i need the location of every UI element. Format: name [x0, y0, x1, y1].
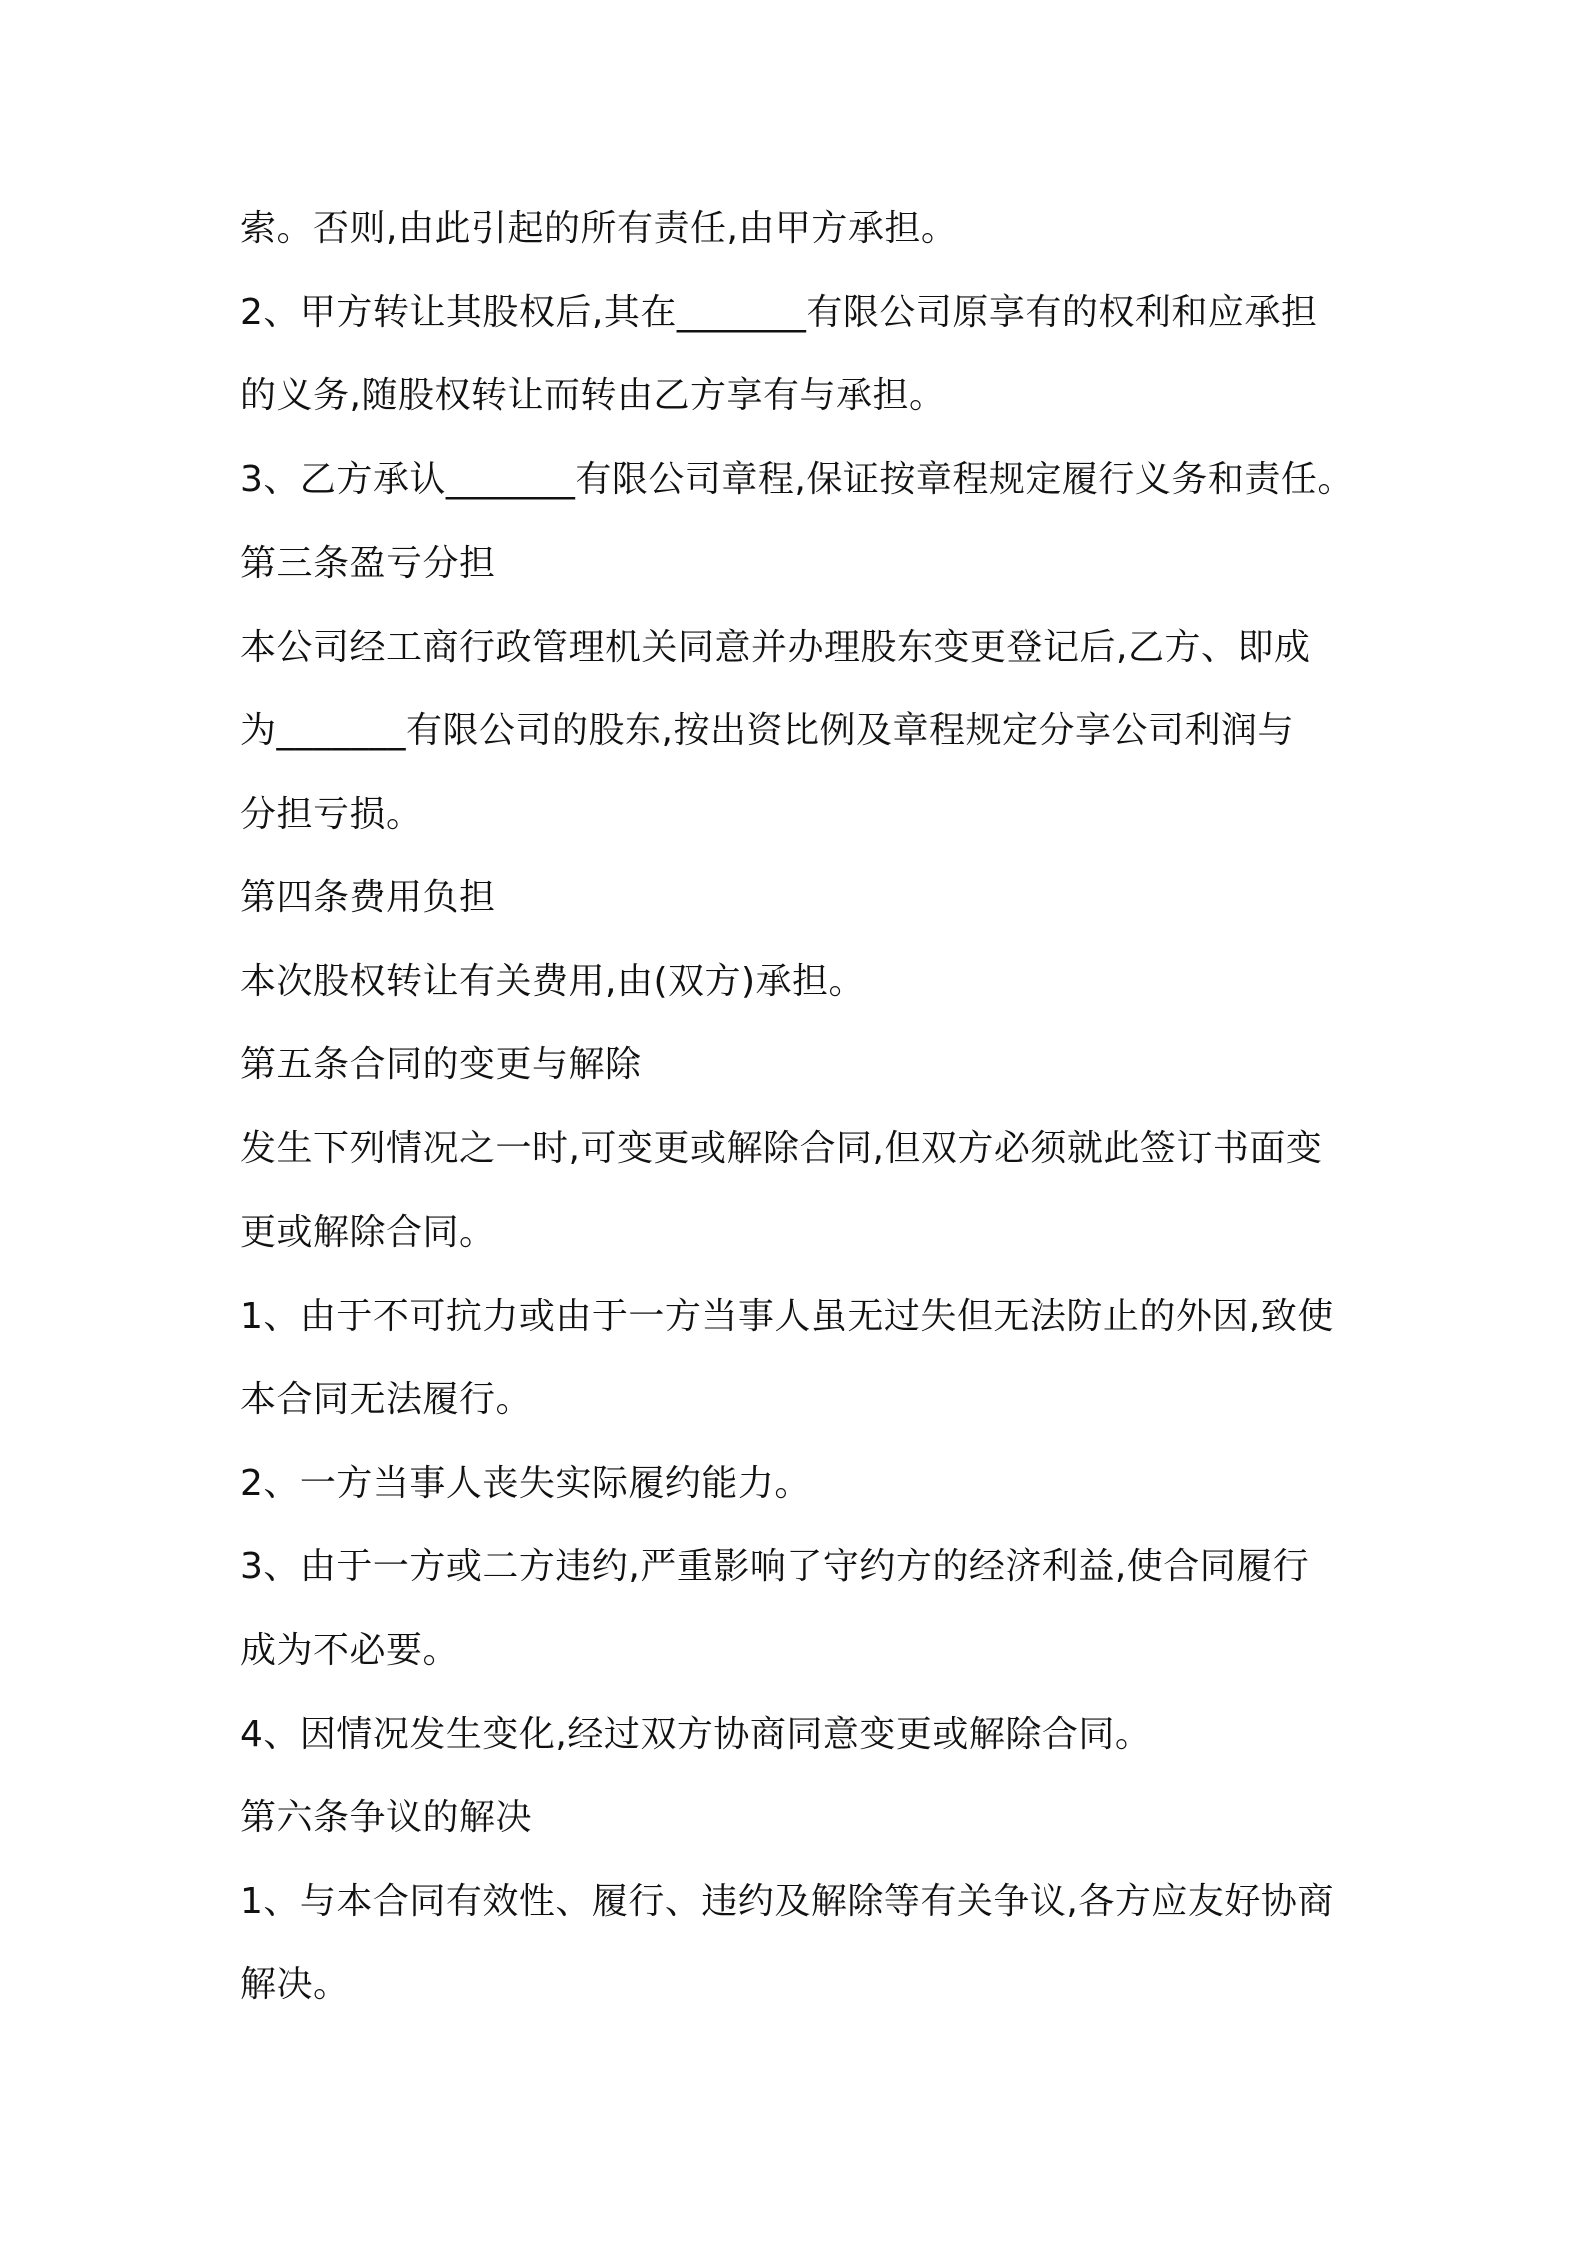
- text-line: 本次股权转让有关费用,由(双方)承担。: [240, 961, 866, 1002]
- text-line: 2、甲方转让其股权后,其在_______有限公司原享有的权利和应承担: [240, 292, 1318, 333]
- text-line: 1、与本合同有效性、履行、违约及解除等有关争议,各方应友好协商: [240, 1881, 1334, 1922]
- text-line: 4、因情况发生变化,经过双方协商同意变更或解除合同。: [240, 1714, 1152, 1755]
- text-line: 成为不必要。: [240, 1630, 460, 1671]
- text-line: 索。否则,由此引起的所有责任,由甲方承担。: [240, 208, 958, 249]
- section-heading: 第三条盈亏分担: [240, 543, 496, 584]
- text-line: 本公司经工商行政管理机关同意并办理股东变更登记后,乙方、即成: [240, 627, 1311, 668]
- text-line: 更或解除合同。: [240, 1212, 496, 1253]
- section-heading: 第五条合同的变更与解除: [240, 1044, 642, 1085]
- text-line: 为_______有限公司的股东,按出资比例及章程规定分享公司利润与: [240, 710, 1294, 751]
- text-line: 1、由于不可抗力或由于一方当事人虽无过失但无法防止的外因,致使: [240, 1296, 1334, 1337]
- text-line: 本合同无法履行。: [240, 1379, 533, 1420]
- text-line: 发生下列情况之一时,可变更或解除合同,但双方必须就此签订书面变: [240, 1128, 1323, 1169]
- section-heading: 第四条费用负担: [240, 877, 496, 918]
- text-line: 分担亏损。: [240, 794, 423, 835]
- text-line: 2、一方当事人丧失实际履约能力。: [240, 1463, 811, 1504]
- section-heading: 第六条争议的解决: [240, 1797, 533, 1838]
- text-line: 的义务,随股权转让而转由乙方享有与承担。: [240, 375, 946, 416]
- text-line: 解决。: [240, 1964, 350, 2005]
- text-line: 3、乙方承认_______有限公司章程,保证按章程规定履行义务和责任。: [240, 459, 1354, 500]
- text-line: 3、由于一方或二方违约,严重影响了守约方的经济利益,使合同履行: [240, 1546, 1310, 1587]
